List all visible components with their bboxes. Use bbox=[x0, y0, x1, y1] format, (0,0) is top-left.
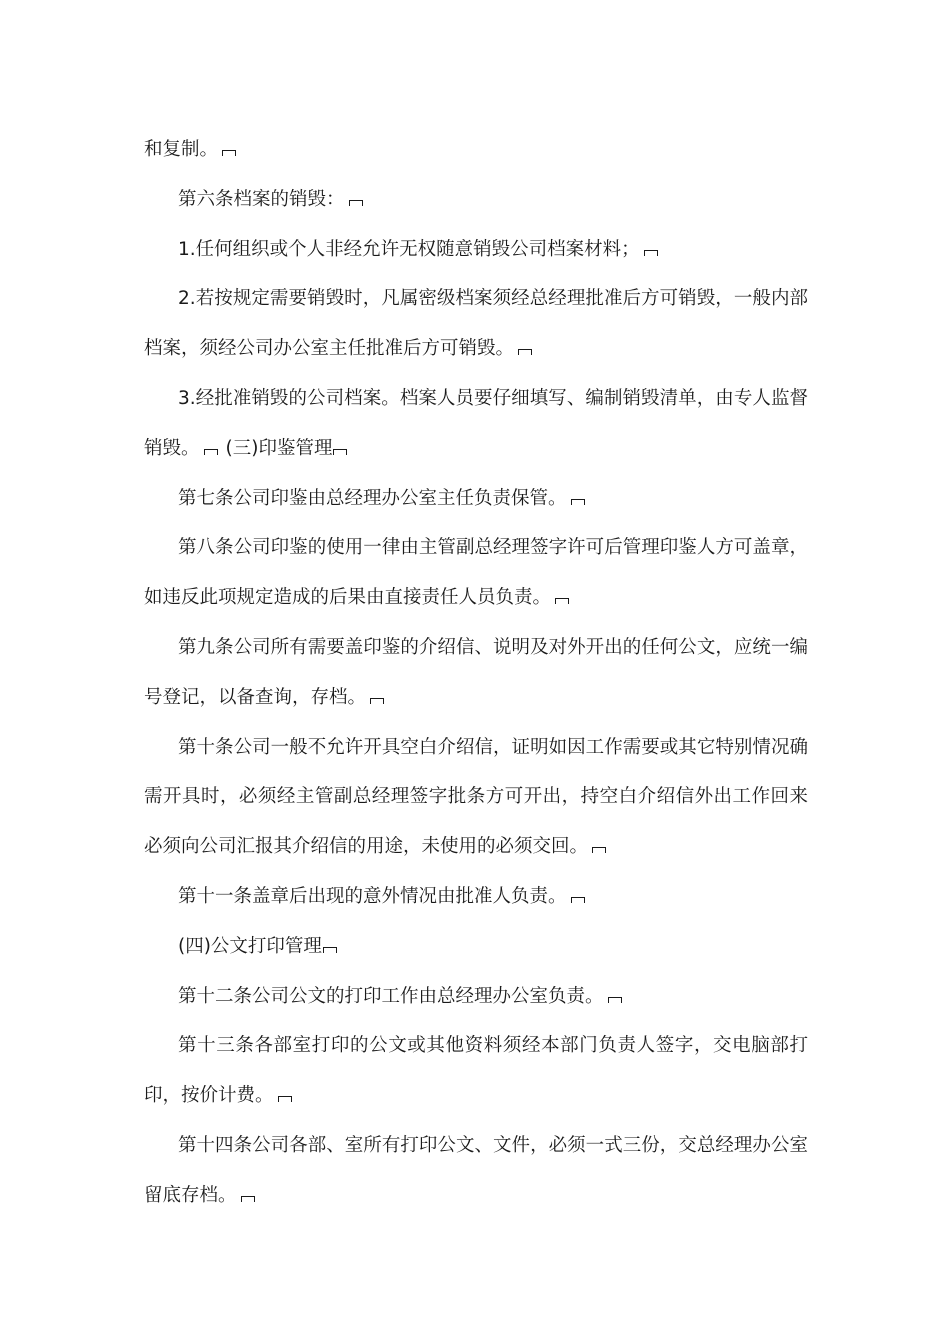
paragraph-mark-icon bbox=[349, 200, 363, 206]
paragraph bbox=[144, 225, 808, 275]
paragraph-text: 第十四条公司各部、室所有打印公文、文件，必须一式三份，交总经理办公室留底存档。 bbox=[144, 1134, 808, 1206]
paragraph-text: 第十二条公司公文的打印工作由总经理办公室负责。 bbox=[178, 985, 604, 1007]
paragraph-text: 第十三条各部室打印的公文或其他资料须经本部门负责人签字，交电脑部打印，按价计费。 bbox=[144, 1035, 808, 1107]
document-body bbox=[144, 125, 808, 1221]
section-heading bbox=[144, 922, 808, 972]
paragraph bbox=[144, 374, 808, 474]
paragraph bbox=[144, 474, 808, 524]
paragraph bbox=[144, 723, 808, 872]
paragraph-mark-icon bbox=[518, 349, 532, 355]
paragraph-mark-icon bbox=[608, 997, 622, 1003]
paragraph-mark-icon bbox=[571, 897, 585, 903]
paragraph bbox=[144, 972, 808, 1022]
paragraph-text: 1.任何组织或个人非经允许无权随意销毁公司档案材料； bbox=[178, 238, 640, 260]
paragraph-text: 3.经批准销毁的公司档案。档案人员要仔细填写、编制销毁清单，由专人监督销毁。 bbox=[144, 387, 808, 459]
paragraph bbox=[144, 623, 808, 723]
paragraph bbox=[144, 175, 808, 225]
section-heading-text: (四)公文打印管理 bbox=[178, 935, 322, 957]
paragraph-mark-icon bbox=[323, 947, 337, 953]
paragraph-mark-icon bbox=[222, 150, 236, 156]
paragraph-mark-icon bbox=[241, 1196, 255, 1202]
paragraph-text: 第六条档案的销毁： bbox=[178, 188, 345, 210]
paragraph bbox=[144, 125, 808, 175]
paragraph-mark-icon bbox=[333, 449, 347, 455]
paragraph-text: 第十条公司一般不允许开具空白介绍信，证明如因工作需要或其它特别情况确需开具时，必须经主管副总经理签字批条方可开出，持空白介绍信外出工作回来必须向公司汇报其介绍信的用途，未使用的必须交回。 bbox=[144, 736, 808, 858]
paragraph-text: 第九条公司所有需要盖印鉴的介绍信、说明及对外开出的任何公文，应统一编号登记，以备查询，存档。 bbox=[144, 636, 808, 708]
paragraph bbox=[144, 1121, 808, 1221]
paragraph-mark-icon bbox=[555, 598, 569, 604]
paragraph-mark-icon bbox=[592, 847, 606, 853]
section-heading: (三)印鉴管理 bbox=[225, 437, 333, 459]
paragraph-mark-icon bbox=[278, 1096, 292, 1102]
paragraph-mark-icon bbox=[204, 449, 218, 455]
paragraph bbox=[144, 523, 808, 623]
paragraph-mark-icon bbox=[644, 250, 658, 256]
paragraph bbox=[144, 274, 808, 374]
paragraph bbox=[144, 1021, 808, 1121]
paragraph-text: 第十一条盖章后出现的意外情况由批准人负责。 bbox=[178, 885, 567, 907]
paragraph-mark-icon bbox=[370, 698, 384, 704]
paragraph-text: 第八条公司印鉴的使用一律由主管副总经理签字许可后管理印鉴人方可盖章，如违反此项规定造成的后果由直接责任人员负责。 bbox=[144, 537, 808, 609]
paragraph-text: 和复制。 bbox=[144, 139, 219, 160]
paragraph-text: 2.若按规定需要销毁时，凡属密级档案须经总经理批准后方可销毁，一般内部档案，须经公司办公室主任批准后方可销毁。 bbox=[144, 288, 808, 360]
paragraph-mark-icon bbox=[571, 499, 585, 505]
paragraph bbox=[144, 872, 808, 922]
paragraph-text: 第七条公司印鉴由总经理办公室主任负责保管。 bbox=[178, 487, 567, 509]
